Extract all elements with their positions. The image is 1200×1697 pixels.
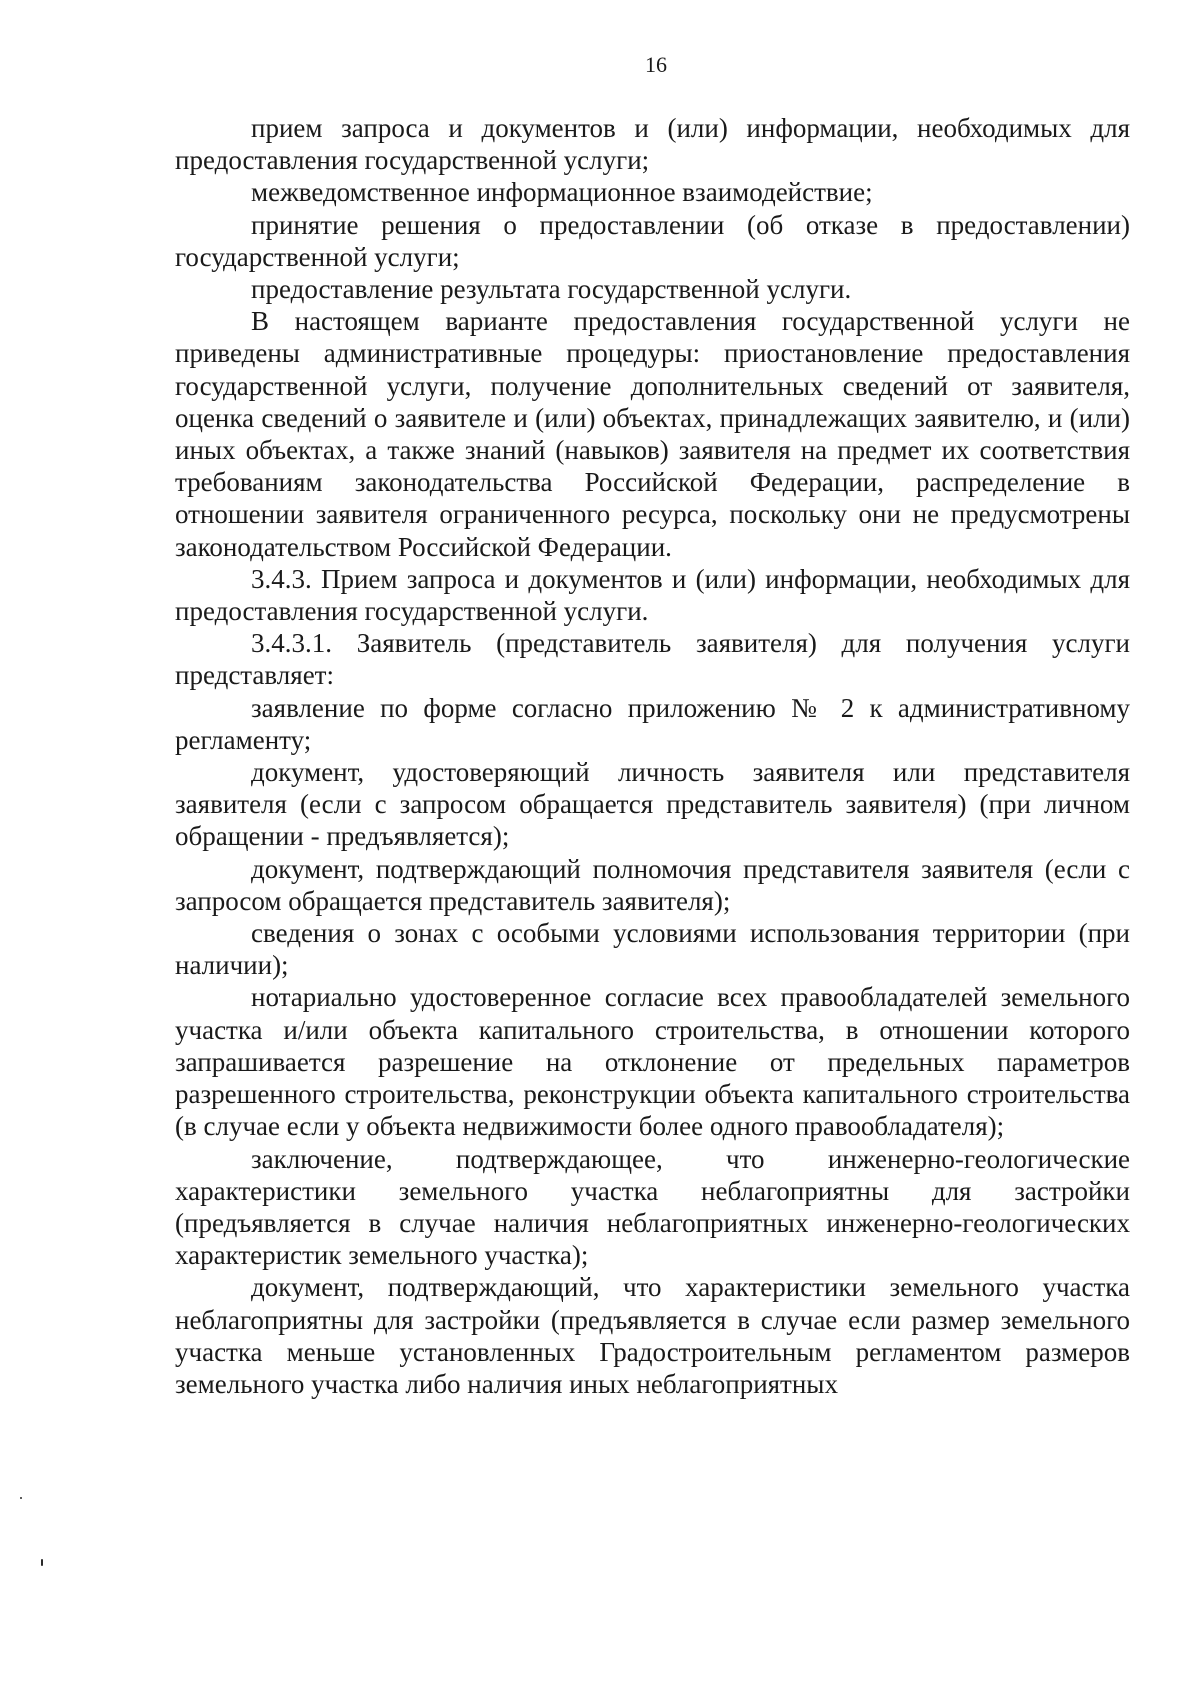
list-item: сведения о зонах с особыми условиями использования территории (при наличии); bbox=[175, 918, 1130, 981]
document-body bbox=[175, 112, 1130, 1400]
list-item: заключение, подтверждающее, что инженерно-геологические характеристики земельного участка неблагоприятны для застройки (предъявляется в случае наличия неблагоприятных инженерно-геологических характеристик земельного участка); bbox=[175, 1143, 1130, 1271]
list-item: нотариально удостоверенное согласие всех правообладателей земельного участка и/или объекта капитального строительства, в отношении которого запрашивается разрешение на отклонение от предельных параметров разрешенного строительства, реконструкции объекта капитального строительства (в случае если у объекта недвижимости более одного правообладателя); bbox=[175, 982, 1130, 1142]
paragraph: принятие решения о предоставлении (об отказе в предоставлении) государственной услуги; bbox=[175, 209, 1130, 272]
section-heading-paragraph: 3.4.3. Прием запроса и документов и (или) информации, необходимых для предоставления государственной услуги. bbox=[175, 563, 1130, 627]
paragraph: межведомственное информационное взаимодействие; bbox=[251, 177, 873, 208]
paragraph: В настоящем варианте предоставления государственной услуги не приведены административные процедуры: приостановление предоставления государственной услуги, получение дополнительных сведений от заявителя, оценка сведений о заявителе и (или) объектах, принадлежащих заявителю, и (или) иных объектах, а также знаний (навыков) заявителя на предмет их соответствия требованиям законодательства Российской Федерации, распределение в отношении заявителя ограниченного ресурса, поскольку они не предусмотрены законодательством Российской Федерации. bbox=[175, 306, 1130, 562]
paragraph: предоставление результата государственной услуги. bbox=[251, 274, 852, 305]
page-number: 16 bbox=[645, 52, 667, 77]
scan-speck bbox=[41, 1559, 43, 1566]
list-item: документ, удостоверяющий личность заявителя или представителя заявителя (если с запросом обращается представитель заявителя) (при личном обращении - предъявляется); bbox=[175, 757, 1130, 852]
list-item: документ, подтверждающий полномочия представителя заявителя (если с запросом обращается представитель заявителя); bbox=[175, 853, 1130, 916]
subsection-paragraph: 3.4.3.1. Заявитель (представитель заявителя) для получения услуги представляет: bbox=[175, 628, 1130, 691]
scan-speck bbox=[20, 1497, 22, 1499]
list-item: заявление по форме согласно приложению № 2 к административному регламенту; bbox=[175, 692, 1130, 755]
list-item: документ, подтверждающий, что характеристики земельного участка неблагоприятны для застройки (предъявляется в случае если размер земельного участка меньше установленных Градостроительным регламентом размеров земельного участка либо наличия иных неблагоприятных bbox=[175, 1272, 1130, 1399]
paragraph: прием запроса и документов и (или) информации, необходимых для предоставления государственной услуги; bbox=[175, 113, 1130, 176]
